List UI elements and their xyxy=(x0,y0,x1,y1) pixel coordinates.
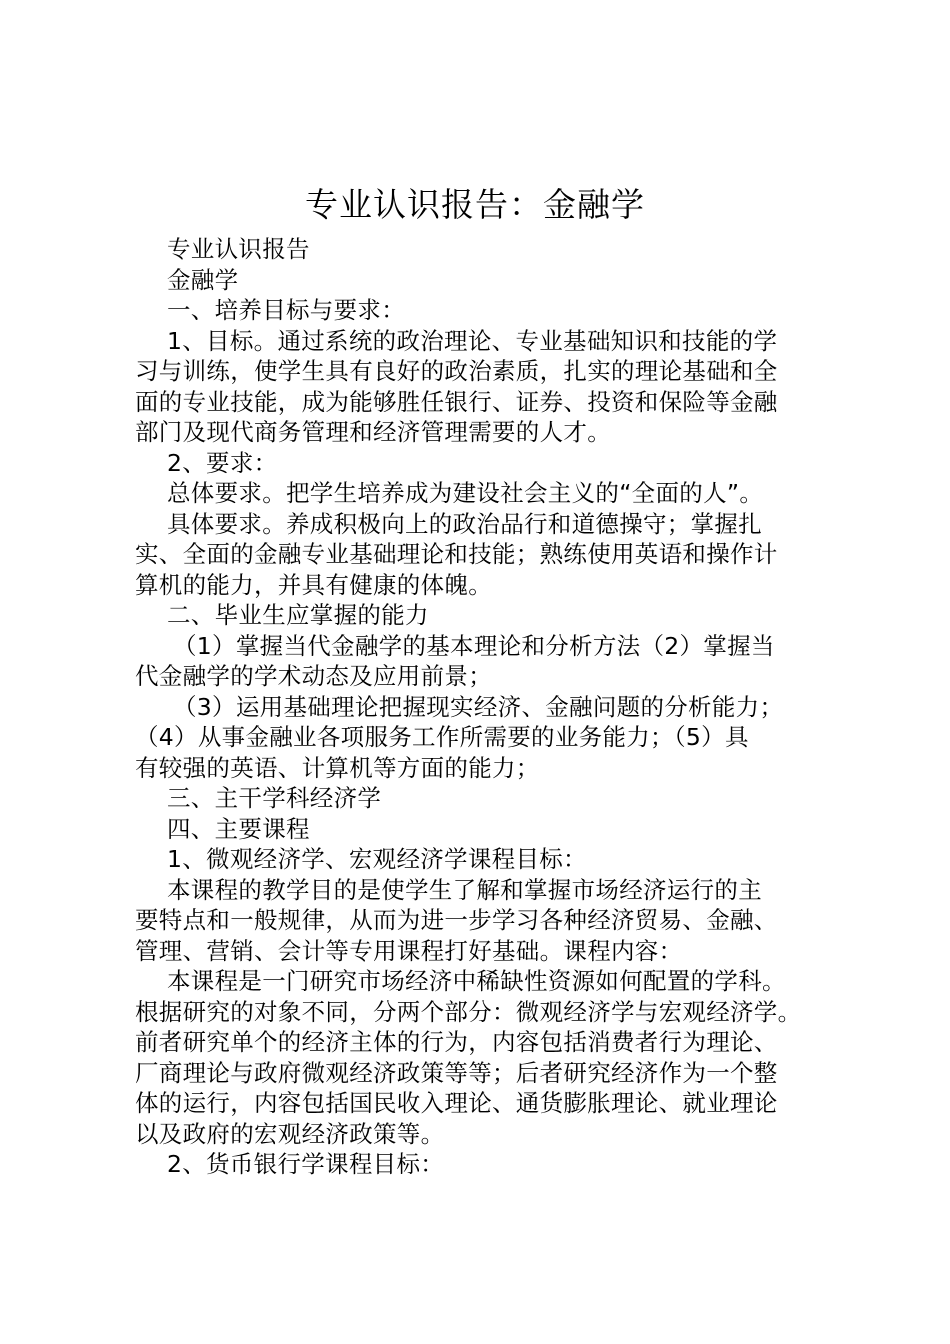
paragraph-line: （3）运用基础理论把握现实经济、金融问题的分析能力； xyxy=(173,692,784,721)
paragraph-line: 实、全面的金融专业基础理论和技能；熟练使用英语和操作计 xyxy=(135,540,778,568)
paragraph-line: （4）从事金融业各项服务工作所需要的业务能力；（5）具 xyxy=(135,723,749,751)
paragraph-line: 以及政府的宏观经济政策等。 xyxy=(135,1119,445,1148)
paragraph-line: 习与训练，使学生具有良好的政治素质，扎实的理论基础和全 xyxy=(135,357,778,385)
paragraph-line: 具体要求。养成积极向上的政治品行和道德操守；掌握扎 xyxy=(167,509,762,538)
paragraph-line: 有较强的英语、计算机等方面的能力； xyxy=(135,753,540,782)
paragraph-line: 根据研究的对象不同，分两个部分：微观经济学与宏观经济学。 xyxy=(135,997,802,1026)
paragraph-line: 本课程是一门研究市场经济中稀缺性资源如何配置的学科。 xyxy=(167,967,786,995)
paragraph-line: 2、货币银行学课程目标： xyxy=(167,1150,445,1178)
paragraph-line: 专业认识报告 xyxy=(167,235,310,263)
paragraph-line: （1）掌握当代金融学的基本理论和分析方法（2）掌握当 xyxy=(173,631,775,660)
document-body xyxy=(135,234,845,1180)
paragraph-line: 体的运行，内容包括国民收入理论、通货膨胀理论、就业理论 xyxy=(135,1089,778,1117)
paragraph-line: 前者研究单个的经济主体的行为，内容包括消费者行为理论、 xyxy=(135,1028,778,1056)
paragraph-line: 要特点和一般规律，从而为进一步学习各种经济贸易、金融、 xyxy=(135,906,778,934)
paragraph-line: 代金融学的学术动态及应用前景； xyxy=(135,662,492,690)
paragraph-line: 金融学 xyxy=(167,265,239,294)
document-title: 专业认识报告：金融学 xyxy=(305,185,645,224)
section-heading: 二、毕业生应掌握的能力 xyxy=(167,601,429,629)
paragraph-line: 部门及现代商务管理和经济管理需要的人才。 xyxy=(135,418,611,446)
paragraph-line: 管理、营销、会计等专用课程打好基础。课程内容： xyxy=(135,936,683,965)
paragraph-line: 1、微观经济学、宏观经济学课程目标： xyxy=(167,845,587,873)
section-heading: 三、主干学科经济学 xyxy=(167,784,382,812)
paragraph-line: 2、要求： xyxy=(167,448,278,477)
section-heading: 四、主要课程 xyxy=(167,814,310,843)
paragraph-line: 面的专业技能，成为能够胜任银行、证券、投资和保险等金融 xyxy=(135,387,778,416)
paragraph-line: 1、目标。通过系统的政治理论、专业基础知识和技能的学 xyxy=(167,326,778,355)
paragraph-line: 算机的能力，并具有健康的体魄。 xyxy=(135,570,492,599)
paragraph-line: 总体要求。把学生培养成为建设社会主义的“全面的人”。 xyxy=(167,479,764,507)
paragraph-line: 厂商理论与政府微观经济政策等等；后者研究经济作为一个整 xyxy=(135,1058,778,1087)
section-heading: 一、培养目标与要求： xyxy=(167,296,405,324)
paragraph-line: 本课程的教学目的是使学生了解和掌握市场经济运行的主 xyxy=(167,875,762,904)
